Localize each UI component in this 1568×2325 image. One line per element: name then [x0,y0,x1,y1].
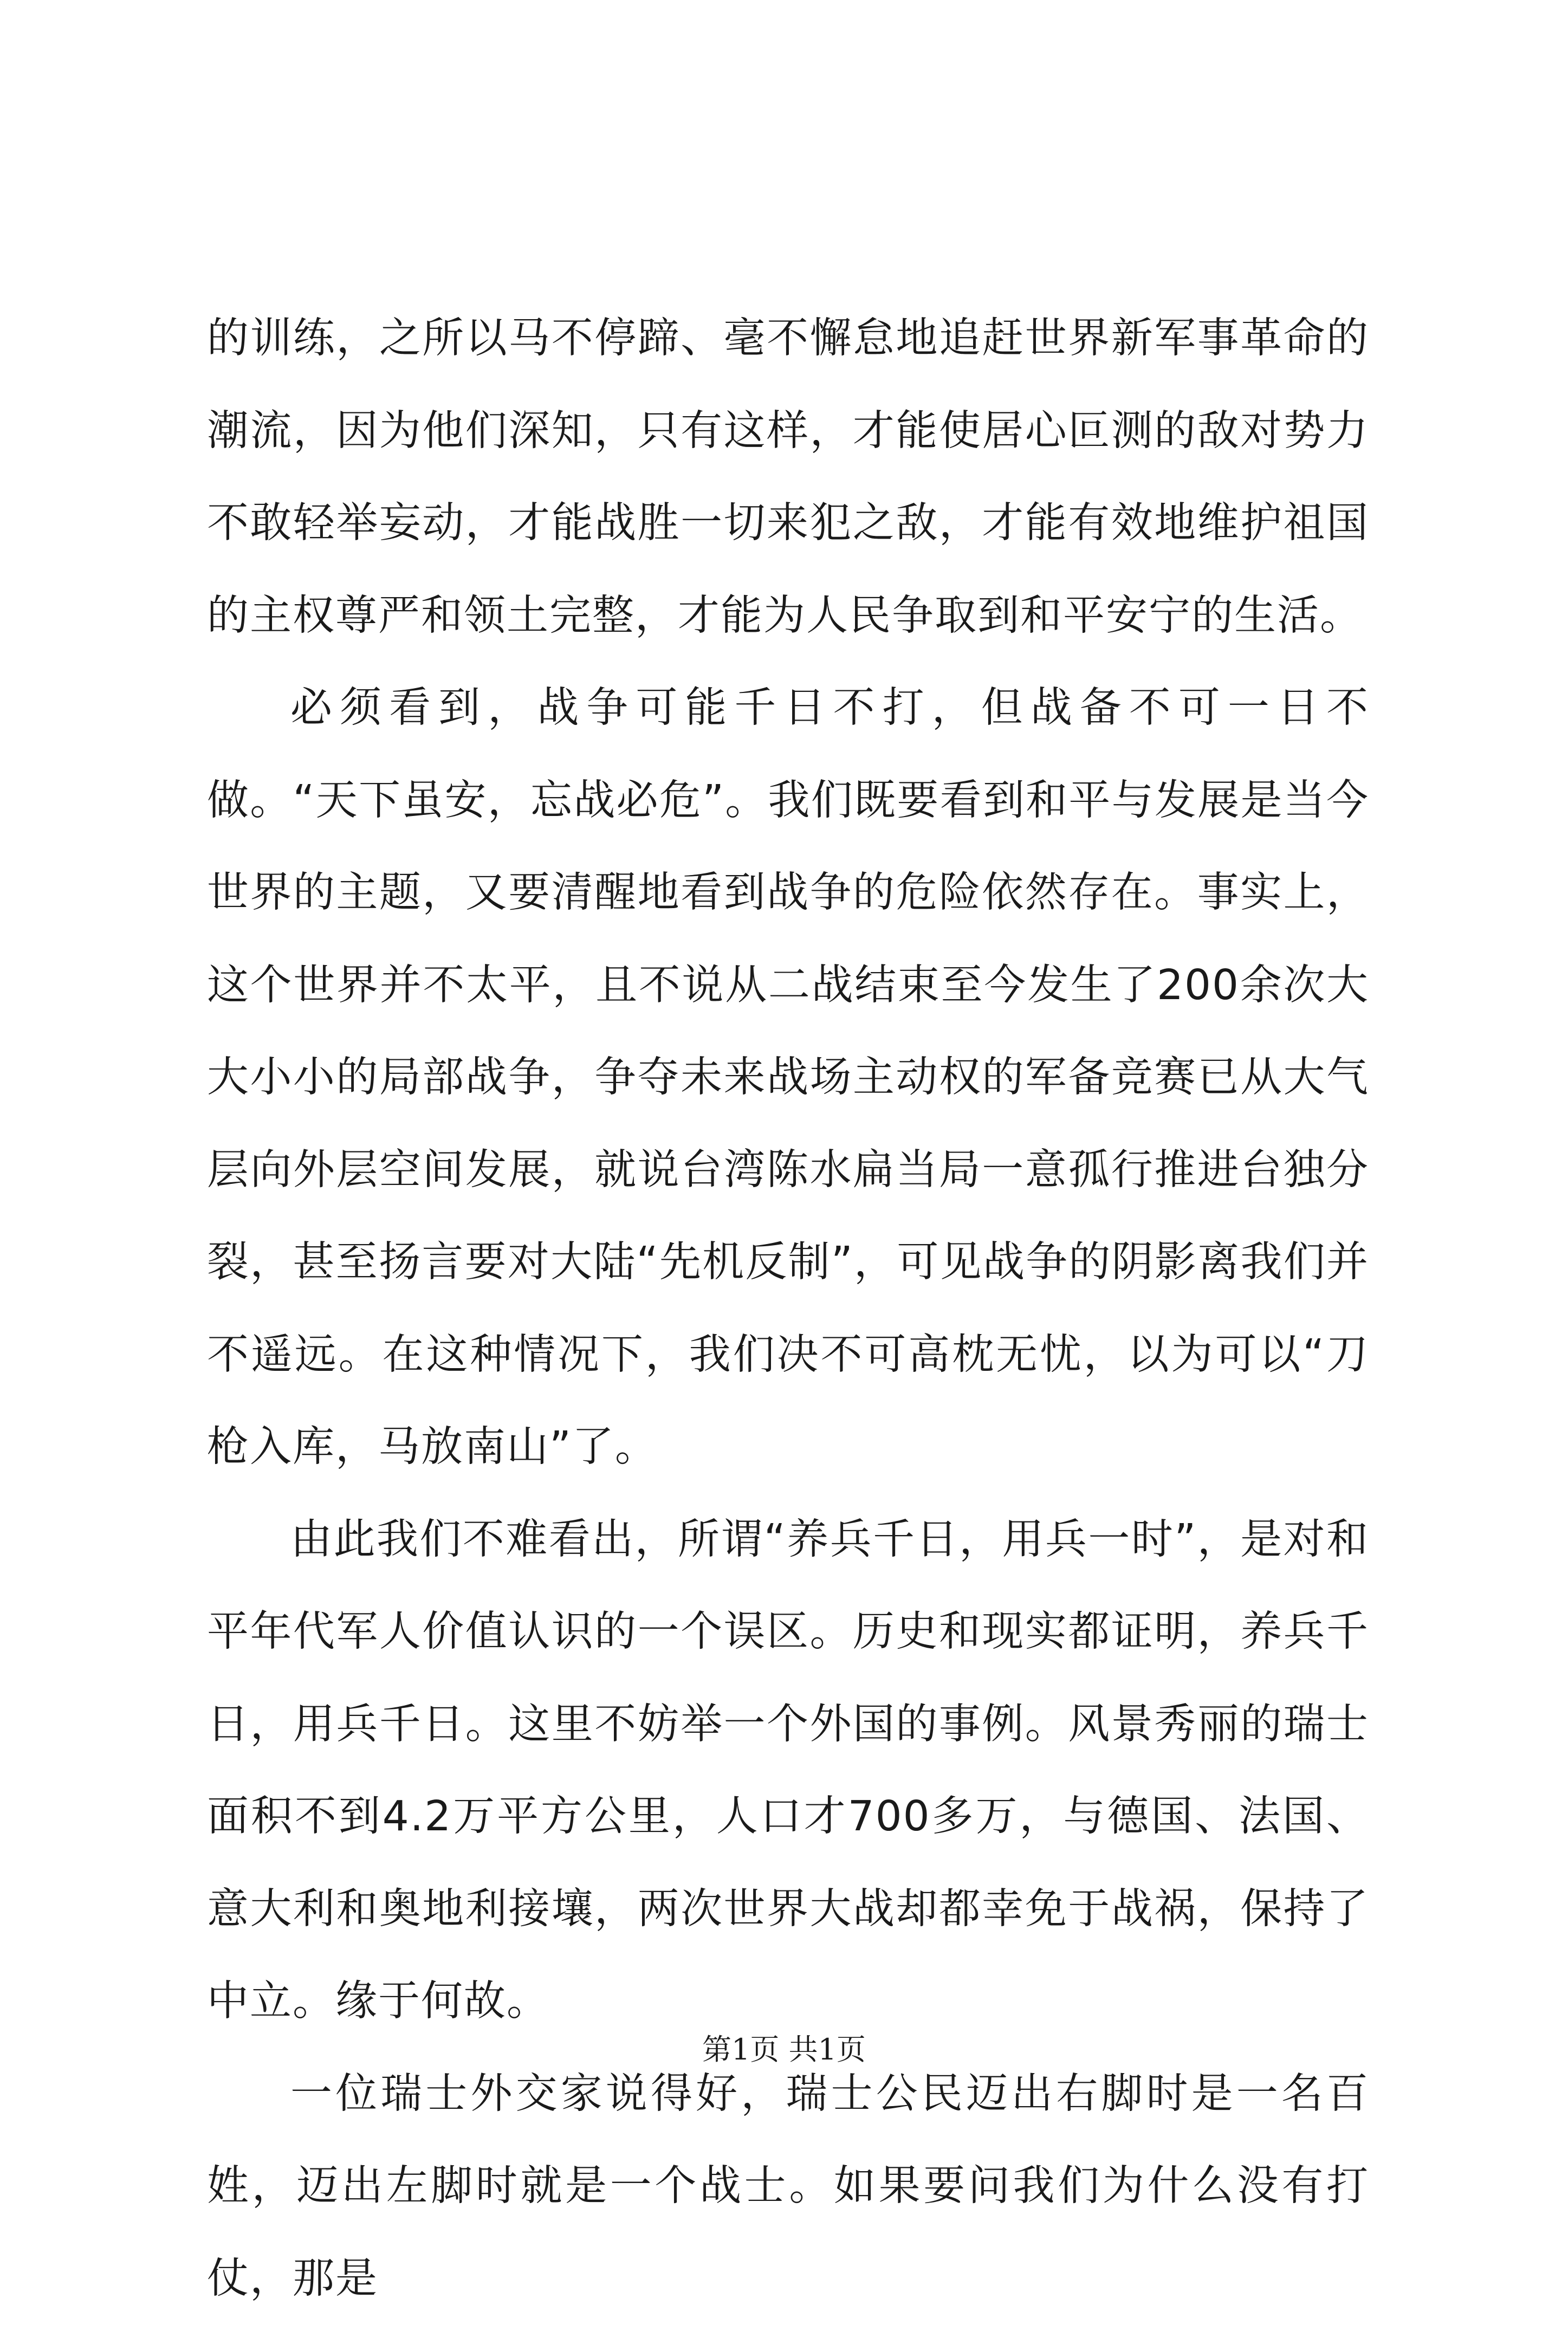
paragraph-4: 一位瑞士外交家说得好，瑞士公民迈出右脚时是一名百姓，迈出左脚时就是一个战士。如果要问我们为什么没有打仗，那是 [207,2048,1369,2325]
paragraph-3: 由此我们不难看出，所谓“养兵千日，用兵一时”，是对和平年代军人价值认识的一个误区。历史和现实都证明，养兵千日，用兵千日。这里不妨举一个外国的事例。风景秀丽的瑞士面积不到4.2万平方公里，人口才700多万，与德国、法国、意大利和奥地利接壤，两次世界大战却都幸免于战祸，保持了中立。缘于何故。 [207,1494,1369,2048]
document-body [207,293,1369,2325]
paragraph-1: 的训练，之所以马不停蹄、毫不懈怠地追赶世界新军事革命的潮流，因为他们深知，只有这样，才能使居心叵测的敌对势力不敢轻举妄动，才能战胜一切来犯之敌，才能有效地维护祖国的主权尊严和领土完整，才能为人民争取到和平安宁的生活。 [207,293,1369,662]
paragraph-2: 必须看到，战争可能千日不打，但战备不可一日不做。“天下虽安，忘战必危”。我们既要看到和平与发展是当今世界的主题，又要清醒地看到战争的危险依然存在。事实上，这个世界并不太平，且不说从二战结束至今发生了200余次大大小小的局部战争，争夺未来战场主动权的军备竞赛已从大气层向外层空间发展，就说台湾陈水扁当局一意孤行推进台独分裂，甚至扬言要对大陆“先机反制”，可见战争的阴影离我们并不遥远。在这种情况下，我们决不可高枕无忧，以为可以“刀枪入库，马放南山”了。 [207,662,1369,1494]
page-number-footer: 第1页 共1页 [0,2026,1568,2068]
